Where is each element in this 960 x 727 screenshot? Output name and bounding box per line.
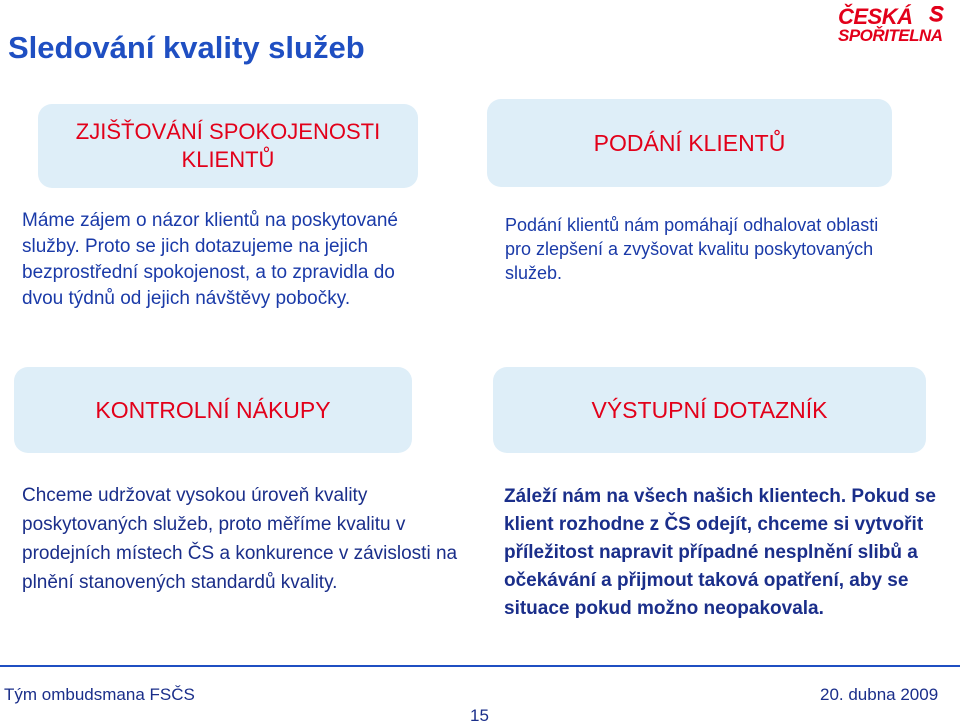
page-title: Sledování kvality služeb [8, 30, 365, 65]
section-heading-mystery-shopping: KONTROLNÍ NÁKUPY [95, 397, 331, 423]
footer-team: Tým ombudsmana FSČS [4, 685, 195, 704]
section-text-exit-questionnaire: Záleží nám na všech našich klientech. Pokud se klient rozhodne z ČS odejít, chceme si vytvořit příležitost napravit případné nesplnění slibů a očekávání a přijmout taková opatření, aby se situace pokud možno neopakovala. [504, 486, 936, 619]
section-box-mystery-shopping [14, 367, 412, 453]
footer-date: 20. dubna 2009 [820, 685, 939, 704]
logo-line-2: SPOŘITELNA [838, 26, 943, 45]
section-heading-satisfaction: ZJIŠŤOVÁNÍ SPOKOJENOSTI KLIENTŮ [75, 119, 381, 172]
section-box-satisfaction [38, 104, 418, 188]
section-box-exit-questionnaire [493, 367, 926, 453]
section-heading-complaints: PODÁNÍ KLIENTŮ [593, 130, 786, 156]
footer-divider [0, 665, 960, 667]
ceska-sporitelna-logo [836, 4, 948, 48]
s-logo-icon [929, 6, 945, 22]
section-heading-exit-questionnaire: VÝSTUPNÍ DOTAZNÍK [591, 397, 828, 423]
section-box-complaints [487, 99, 892, 187]
section-text-satisfaction: Máme zájem o názor klientů na poskytované služby. Proto se jich dotazujeme na jejich bezprostřední spokojenost, a to zpravidla do dvou týdnů od jejich návštěvy pobočky. [22, 210, 398, 309]
section-text-complaints: Podání klientů nám pomáhají odhalovat oblasti pro zlepšení a zvyšovat kvalitu poskytovaných služeb. [505, 215, 879, 283]
section-text-mystery-shopping: Chceme udržovat vysokou úroveň kvality poskytovaných služeb, proto měříme kvalitu v prodejních místech ČS a konkurence v závislosti na plnění stanovených standardů kvality. [22, 485, 458, 593]
page-number: 15 [470, 706, 489, 725]
logo-line-1: ČESKÁ [838, 4, 913, 29]
